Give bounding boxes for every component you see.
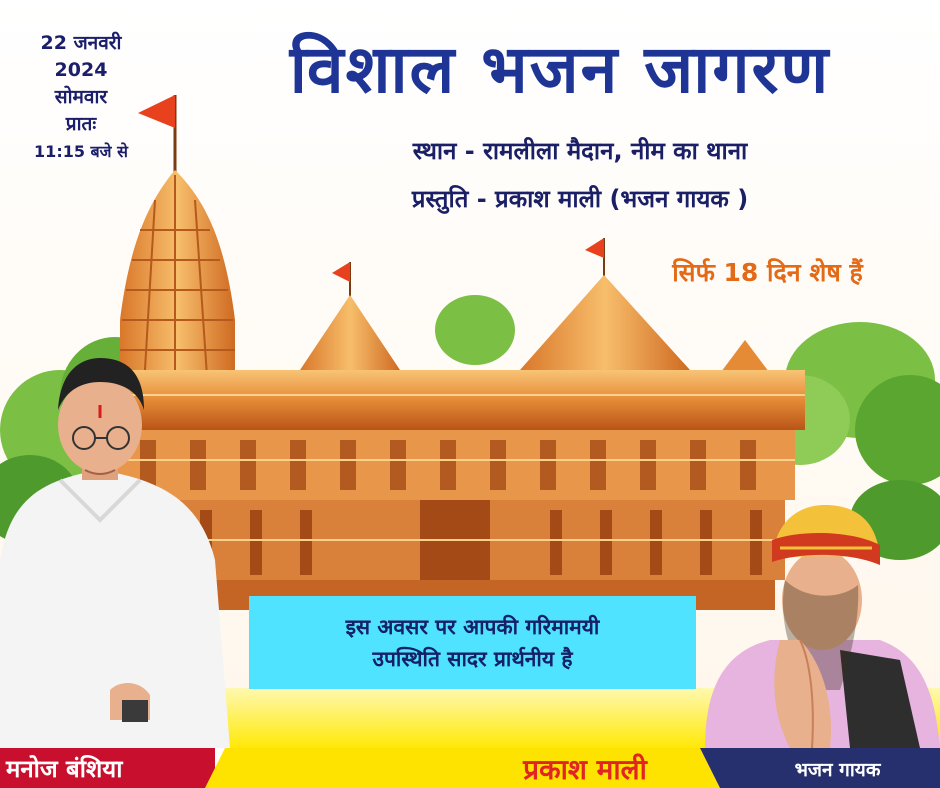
event-date: 22 जनवरी — [40, 32, 122, 54]
invitation-line-1: इस अवसर पर आपकी गरिमामयी — [345, 614, 600, 639]
invitation-line-2: उपस्थिति सादर प्रार्थनीय है — [372, 646, 573, 671]
event-weekday: सोमवार — [54, 86, 108, 108]
event-time: 11:15 बजे से — [34, 142, 128, 161]
countdown-text: सिर्फ 18 दिन शेष हैं — [672, 258, 863, 287]
presenter-text: प्रस्तुति - प्रकाश माली (भजन गायक ) — [411, 185, 749, 213]
event-year: 2024 — [54, 59, 108, 81]
invitation-box — [249, 596, 696, 689]
poster-title: विशाल भजन जागरण — [289, 31, 831, 108]
venue-text: स्थान - रामलीला मैदान, नीम का थाना — [412, 137, 748, 165]
event-time-label: प्रातः — [65, 113, 97, 135]
singer-name: प्रकाश माली — [523, 753, 647, 786]
singer-role: भजन गायक — [794, 759, 881, 781]
event-date-block — [6, 30, 156, 165]
host-name: मनोज बंशिया — [6, 755, 123, 783]
